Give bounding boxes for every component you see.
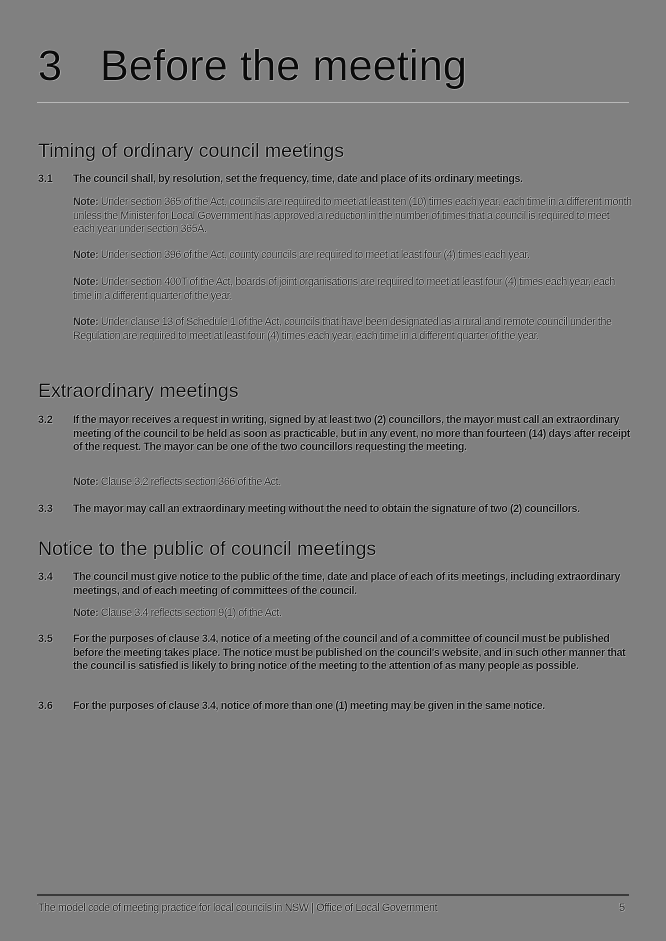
note xyxy=(73,607,633,621)
note-label: Note: xyxy=(73,476,99,488)
note-text: Clause 3.4 reflects section 9(1) of the Act. xyxy=(98,607,282,619)
footer-divider xyxy=(37,894,629,896)
footer-text: The model code of meeting practice for local councils in NSW | Office of Local Government xyxy=(38,902,438,914)
clause-number: 3.1 xyxy=(38,173,53,185)
section-heading-extraordinary: Extraordinary meetings xyxy=(38,380,239,402)
note-text: Under section 400T of the Act, boards of joint organisations are required to meet at least four (4) times each year, each time in a different quarter of the year. xyxy=(73,276,615,302)
clause-3-6 xyxy=(38,700,633,714)
clause-3-1 xyxy=(38,173,633,187)
page-number: 5 xyxy=(619,902,626,914)
chapter-title: Before the meeting xyxy=(100,42,467,90)
clause-text: The mayor may call an extraordinary meeting without the need to obtain the signature of two (2) councillors. xyxy=(73,503,580,515)
clause-3-3 xyxy=(38,503,633,517)
note xyxy=(73,316,633,343)
note xyxy=(73,249,633,263)
note-text: Under section 396 of the Act, county councils are required to meet at least four (4) times each year. xyxy=(98,249,530,261)
note xyxy=(73,476,633,490)
clause-number: 3.4 xyxy=(38,571,53,583)
clause-3-4 xyxy=(38,571,633,598)
chapter-number: 3 xyxy=(38,42,63,90)
clause-text: If the mayor receives a request in writing, signed by at least two (2) councillors, the mayor must call an extraordinary meeting of the council to be held as soon as practicable, but in any event, no more than fourteen (14) days after receipt of the request. The mayor can be one of the two councillors requesting the meeting. xyxy=(73,414,630,454)
clause-number: 3.5 xyxy=(38,633,53,645)
page-title xyxy=(38,38,467,94)
clause-3-2 xyxy=(38,414,633,455)
section-heading-timing: Timing of ordinary council meetings xyxy=(38,140,344,162)
note-label: Note: xyxy=(73,276,99,288)
clause-text: For the purposes of clause 3.4, notice of more than one (1) meeting may be given in the same notice. xyxy=(73,700,545,712)
note-label: Note: xyxy=(73,607,99,619)
section-heading-notice: Notice to the public of council meetings xyxy=(38,538,377,560)
note-label: Note: xyxy=(73,316,99,328)
note xyxy=(73,196,633,237)
note xyxy=(73,276,633,303)
clause-text: The council must give notice to the public of the time, date and place of each of its meetings, including extraordinary meetings, and of each meeting of committees of the council. xyxy=(73,571,620,597)
clause-number: 3.3 xyxy=(38,503,53,515)
note-label: Note: xyxy=(73,249,99,261)
note-text: Clause 3.2 reflects section 366 of the Act. xyxy=(98,476,281,488)
clause-number: 3.6 xyxy=(38,700,53,712)
clause-number: 3.2 xyxy=(38,414,53,426)
note-label: Note: xyxy=(73,196,99,208)
note-text: Under clause 13 of Schedule 1 of the Act, councils that have been designated as a rural and remote council under the Regulation are required to meet at least four (4) times each year, each time in a different quarter of the year. xyxy=(73,316,612,342)
note-text: Under section 365 of the Act, councils are required to meet at least ten (10) times each year, each time in a different month unless the Minister for Local Government has approved a reduction in the number of times that a council is required to meet each year under section 365A. xyxy=(73,196,632,236)
title-divider xyxy=(37,102,629,103)
clause-text: For the purposes of clause 3.4, notice of a meeting of the council and of a committee of council must be published before the meeting takes place. The notice must be published on the council's website, and in such other manner that the council is satisfied is likely to bring notice of the meeting to the attention of as many people as possible. xyxy=(73,633,626,673)
clause-3-5 xyxy=(38,633,633,674)
clause-text: The council shall, by resolution, set the frequency, time, date and place of its ordinary meetings. xyxy=(73,173,523,185)
